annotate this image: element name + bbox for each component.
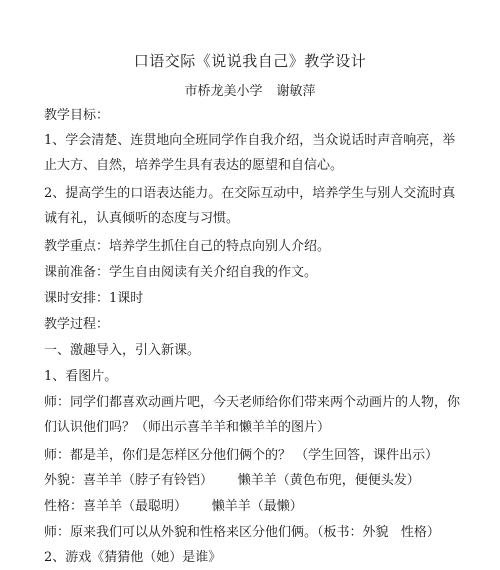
author-line	[0, 80, 500, 99]
paragraph-objective-1: 1、学会清楚、连贯地向全班同学作自我介绍，当众说话时声音响亮，举止大方、自然，培养学生具有表达的愿望和自信心。	[44, 133, 456, 173]
document-title: 口语交际《说说我自己》教学设计	[133, 52, 367, 70]
paragraph-preparation: 课前准备：学生自由阅读有关介绍自我的作文。	[44, 265, 318, 280]
paragraph-teacher-intro: 师：同学们都喜欢动画片吧，今天老师给你们带来两个动画片的人物，你们认识他们吗？（师出示喜羊羊和懒羊羊的图片）	[44, 395, 461, 435]
paragraph-key-points: 教学重点：培养学生抓住自己的特点向别人介绍。	[44, 239, 331, 254]
author-school: 市桥龙美小学	[184, 84, 263, 99]
paragraph-step-1: 1、看图片。	[44, 369, 118, 384]
paragraph-personality: 性格：喜羊羊（最聪明） 懒羊羊（最懒）	[44, 499, 303, 514]
paragraph-section-1: 一、激趣导入，引入新课。	[44, 343, 201, 358]
author-name: 谢敏萍	[276, 84, 316, 99]
paragraph-process-heading: 教学过程：	[44, 317, 110, 332]
paragraph-appearance: 外貌：喜羊羊（脖子有铃铛） 懒羊羊（黄色布兜，便便头发）	[44, 473, 420, 488]
paragraph-objective-2: 2、提高学生的口语表达能力。在交际互动中，培养学生与别人交流时真诚有礼，认真倾听的态度与习惯。	[44, 186, 456, 226]
paragraph-schedule: 课时安排：1课时	[44, 291, 144, 306]
paragraph-step-2: 2、游戏《猜猜他（她）是谁》	[44, 550, 222, 565]
paragraph-teacher-question: 师：都是羊，你们是怎样区分他们俩个的？ （学生回答，课件出示）	[44, 448, 439, 463]
paragraph-objectives-heading: 教学目标：	[44, 108, 110, 123]
paragraph-teacher-summary: 师：原来我们可以从外貌和性格来区分他们俩。（板书：外貌 性格）	[44, 525, 440, 540]
